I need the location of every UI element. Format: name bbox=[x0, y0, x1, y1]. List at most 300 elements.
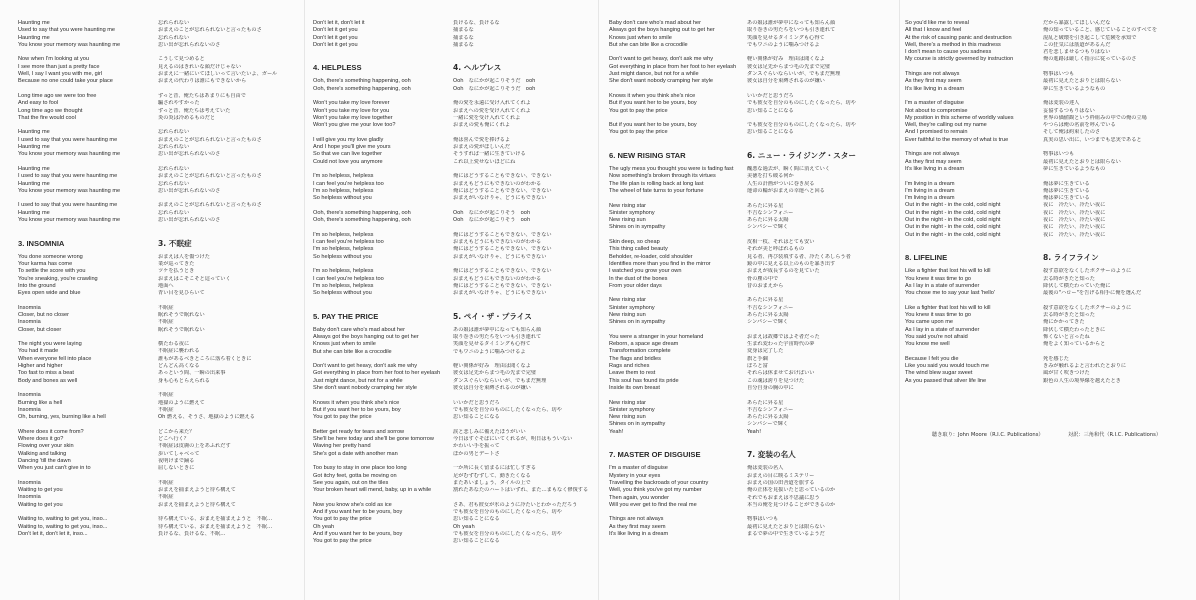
lyric-line: Things are not always bbox=[609, 516, 664, 523]
lyric-line: So you'd like me to reveal bbox=[905, 20, 969, 26]
lyric-line: あらたに昇る太陽 bbox=[747, 414, 789, 421]
stanza-gap bbox=[158, 195, 303, 202]
lyrics-english bbox=[313, 20, 445, 546]
song-title: 7. MASTER OF DISGUISE bbox=[609, 450, 701, 460]
lyric-line: またあいましょう、タイルの上で bbox=[453, 479, 531, 486]
lyric-line: おまえのことが忘れられないと言ったものさ bbox=[158, 202, 262, 209]
lyric-line: 死を感じた bbox=[1043, 355, 1069, 362]
lyric-line: Won't you give me your love too? bbox=[313, 122, 396, 129]
lyric-line: I'm so helpless, helpless bbox=[313, 231, 374, 238]
lyric-line: 俺にはどうすることもできない、できない bbox=[453, 282, 552, 289]
lyric-line: 待ち構えている、おまえを捕まえようと 不眠… bbox=[158, 516, 273, 523]
lyric-line: Long time ago we were too free bbox=[18, 92, 97, 99]
lyric-line: Oh yeah bbox=[453, 523, 475, 530]
song-title: 5. ペイ・ザ・プライス bbox=[453, 311, 532, 321]
stanza-gap bbox=[747, 115, 897, 122]
stanza-gap bbox=[453, 392, 595, 399]
lyrics-column-4 bbox=[905, 0, 1190, 600]
lyric-line: You know me well bbox=[905, 341, 950, 348]
lyric-line: Knows just when to smile bbox=[609, 34, 672, 41]
stanza-gap bbox=[313, 203, 445, 210]
lyric-line: 思い知ることになる bbox=[747, 107, 794, 114]
lyric-line: 俺の知っていること、感じていることのすべてを bbox=[1043, 27, 1158, 34]
lyric-line: おまえのことが忘れられないと言ったものさ bbox=[158, 136, 262, 143]
lyric-line: それが美と呼ばれるもの bbox=[747, 246, 805, 253]
lyric-line: Your broken heart will mend, baby, up in a while bbox=[313, 487, 432, 494]
lyric-line: You had it made bbox=[18, 348, 59, 355]
lyric-line: The flags and bridles bbox=[609, 355, 661, 362]
lyric-line: When everyone fell into place bbox=[18, 355, 92, 362]
lyric-line: I'm so helpless, helpless bbox=[313, 282, 374, 289]
stanza-gap bbox=[18, 473, 150, 480]
lyric-line: 負けるな、負けるな bbox=[453, 20, 500, 26]
lyric-line: 横たわる夜に bbox=[158, 341, 190, 348]
lyric-line: おまえがいなけりゃ、どうにもできない bbox=[453, 290, 547, 297]
lyric-line: 混乱と破壊を引き起こして危険を承知で bbox=[1043, 34, 1137, 41]
lyric-line: My course is strictly governed by instruction bbox=[905, 56, 1014, 63]
stanza-gap bbox=[609, 509, 743, 516]
lyric-line: 俺の愛を永遠に受け入れてくれよ bbox=[453, 100, 531, 107]
lyric-line: 彼女は自分を束縛されるのが嫌い bbox=[747, 78, 825, 85]
stanza-gap bbox=[1043, 297, 1190, 304]
lyric-line: Dancing 'till the dawn bbox=[18, 457, 71, 464]
lyric-line: Oh 燃える、そうさ、地獄のように燃える bbox=[158, 414, 255, 421]
lyric-line: 涙と悲しみに備えたほうがいい bbox=[453, 428, 526, 435]
stanza-gap bbox=[313, 166, 445, 173]
lyric-line: Insomnia bbox=[18, 392, 41, 399]
lyric-line: 騙されやすかった bbox=[158, 100, 200, 107]
lyric-line: 業が巡ってきた bbox=[158, 260, 195, 267]
lyric-line: And if you want her to be yours, boy bbox=[313, 531, 403, 537]
lyric-line: Because I felt you die bbox=[905, 355, 959, 362]
lyric-line: I'm a master of disguise bbox=[905, 100, 964, 107]
lyric-line: 妥協するつもりはない bbox=[1043, 107, 1095, 114]
lyric-line: 不眠症 bbox=[158, 319, 174, 326]
lyric-line: Waiting to, waiting to get you, inso... bbox=[18, 523, 108, 530]
lyric-line: Things are not always bbox=[905, 151, 960, 158]
stanza-gap bbox=[313, 49, 445, 56]
fold-line bbox=[899, 0, 900, 600]
lyric-line: Rags and riches bbox=[609, 363, 650, 370]
stanza-gap bbox=[158, 159, 303, 166]
lyric-line: I used to say that you were haunting me bbox=[18, 173, 118, 180]
lyric-line: Body and bones as well bbox=[18, 377, 78, 384]
lyric-line: Shines on in sympathy bbox=[609, 319, 666, 326]
song-title: 7. 変装の名人 bbox=[747, 450, 796, 460]
lyric-line: All that I know and feel bbox=[905, 27, 962, 34]
lyric-line: I don't mean to cause you sadness bbox=[905, 49, 992, 56]
lyric-line: As they first may seem bbox=[609, 523, 666, 530]
lyric-line: Well, they're calling out my name bbox=[905, 122, 987, 129]
lyric-line: So helpless without you bbox=[313, 195, 372, 202]
lyric-line: 笑顔を見せるタイミングも心得て bbox=[453, 341, 531, 348]
lyric-line: Like a fighter that lost his will to kill bbox=[905, 304, 991, 311]
lyric-line: So that we can live together bbox=[313, 151, 383, 158]
lyric-line: As you passed that silver life line bbox=[905, 377, 987, 384]
lyric-line: 俺は変装の達人 bbox=[1043, 100, 1080, 107]
lyric-line: おまえの代わりは誰にもできないから bbox=[158, 78, 247, 85]
lyric-line: 俺にはどうすることもできない、できない bbox=[453, 173, 552, 180]
stanza-gap bbox=[1043, 64, 1190, 71]
stanza-gap bbox=[609, 195, 743, 202]
lyric-line: Waving her pretty hand bbox=[313, 443, 371, 450]
stanza-gap bbox=[905, 348, 1039, 355]
lyric-line: But if you want her to be yours, boy bbox=[609, 100, 697, 107]
lyric-line: The wheel of fate turns to your fortune bbox=[609, 187, 704, 194]
stanza-gap bbox=[313, 93, 445, 100]
lyric-line: 俺をよく知っているからと bbox=[1043, 341, 1106, 348]
lyric-line: I'm living in a dream bbox=[905, 180, 955, 187]
lyric-line: You got to pay the price bbox=[313, 414, 372, 421]
lyric-line: The ugly mess you thought you were is fading fast bbox=[609, 166, 734, 173]
lyrics-column-3 bbox=[609, 0, 897, 600]
lyric-line: Yeah! bbox=[609, 428, 624, 435]
lyric-line: This thing called beauty bbox=[609, 246, 668, 253]
lyric-line: Out in the night - in the cold, cold night bbox=[905, 202, 1001, 209]
lyric-line: 世界の価値観という枠組みの中での俺の立場 bbox=[1043, 114, 1147, 121]
lyric-line: 怖くないと言ったね bbox=[1043, 333, 1090, 340]
lyric-line: Too fast to miss a beat bbox=[18, 370, 74, 377]
lyric-line: Haunting me bbox=[18, 165, 50, 172]
lyric-line: You came upon me bbox=[905, 319, 953, 326]
lyric-line: Identifies more than you find in the mirror bbox=[609, 260, 711, 267]
lyric-line: But she can bite like a crocodile bbox=[313, 348, 392, 355]
lyric-line: 忘れられない bbox=[158, 180, 190, 187]
lyric-line: 青い目を見ひらいて bbox=[158, 290, 205, 297]
stanza-gap bbox=[747, 49, 897, 56]
lyric-line: あらたに昇る太陽 bbox=[747, 311, 789, 318]
lyric-line: 昔のおまえから bbox=[747, 282, 784, 289]
lyric-line: 取り巻きの男たちをいつも引き連れて bbox=[747, 27, 836, 34]
lyric-line: ずっと昔、俺たちはあまりにも自由で bbox=[158, 92, 246, 99]
stanza-gap bbox=[747, 137, 897, 144]
lyric-line: This soul has found its pride bbox=[609, 377, 679, 384]
lyric-line: Inside its own breast bbox=[609, 384, 660, 391]
stanza-gap bbox=[453, 93, 595, 100]
lyric-line: 不吉なシンフォニー bbox=[747, 406, 794, 413]
lyric-line: Ooh, there's something happening, ooh bbox=[313, 217, 411, 224]
stanza-gap bbox=[609, 137, 743, 144]
stanza-gap bbox=[18, 224, 150, 231]
lyric-line: 俺にはどうすることもできない、できない bbox=[453, 246, 552, 253]
lyric-line: 思い知ることになる bbox=[453, 538, 500, 545]
stanza-gap bbox=[453, 224, 595, 231]
lyric-line: Don't want to get heavy, don't ask me why bbox=[609, 56, 714, 63]
lyric-line: でも彼女を自分のものにしたくなったら、坊や bbox=[453, 406, 562, 413]
stanza-gap bbox=[453, 261, 595, 268]
lyric-line: でも彼女を自分のものにしたくなったら、坊や bbox=[747, 122, 856, 129]
lyric-line: おまえはこそこそと這っていく bbox=[158, 275, 231, 282]
lyric-line: 真実の思い出に、いつまでも忠実であると bbox=[1043, 136, 1142, 143]
lyric-line: The life plan is rolling back at long last bbox=[609, 180, 704, 187]
lyric-line: ツケを払うとき bbox=[158, 268, 195, 275]
lyric-line: But she can bite like a crocodile bbox=[609, 41, 688, 48]
lyric-line: You know your memory was haunting me bbox=[18, 217, 121, 224]
lyric-line: おまえの愛がほしいんだ bbox=[453, 144, 511, 151]
lyric-line: あの娘は誰が夢中になっても知らん顔 bbox=[453, 326, 542, 333]
lyric-line: 生まれ変わった宇宙時代の夢 bbox=[747, 341, 815, 348]
lyric-line: Waiting to get you bbox=[18, 501, 63, 508]
lyric-line: 不眠症 bbox=[158, 406, 174, 413]
lyric-line: 運命の輪がおまえの幸運へと回る bbox=[747, 187, 825, 194]
song-title: 6. NEW RISING STAR bbox=[609, 151, 686, 161]
lyric-line: She don't want nobody cramping her style bbox=[609, 78, 713, 85]
lyric-line: Won't you take my love together bbox=[313, 114, 393, 121]
stanza-gap bbox=[453, 297, 595, 304]
lyric-line: I watched you grow your own bbox=[609, 268, 682, 275]
lyric-line: Ooh, there's something happening, ooh bbox=[313, 209, 411, 216]
lyric-line: 去る時がきたと知った bbox=[1043, 311, 1095, 318]
lyric-line: 俺は喜んで愛を捧げるよ bbox=[453, 136, 511, 143]
lyric-line: かわいい手を振って bbox=[453, 443, 500, 450]
lyric-line: あっという間、一瞬の出来事 bbox=[158, 370, 226, 377]
lyric-line: You were a stranger in your homeland bbox=[609, 333, 704, 340]
stanza-gap bbox=[453, 458, 595, 465]
stanza-gap bbox=[313, 495, 445, 502]
lyric-line: どんどん高くなる bbox=[158, 363, 200, 370]
lyric-line: おまえを捕まえようと待ち構えて bbox=[158, 487, 236, 494]
lyric-line: Haunting me bbox=[18, 209, 50, 216]
lyric-line: Don't let it get you bbox=[313, 27, 358, 34]
lyric-line: Now something's broken through its virtues bbox=[609, 173, 716, 180]
stanza-gap bbox=[453, 49, 595, 56]
lyric-line: 不吉なシンフォニー bbox=[747, 304, 794, 311]
lyric-line: Could not love you anymore bbox=[313, 158, 383, 165]
lyric-line: It's like living in a dream bbox=[609, 531, 669, 537]
lyrics-english bbox=[905, 20, 1039, 385]
lyric-line: シンパシーで輝く bbox=[747, 319, 789, 326]
lyric-line: 本当の俺を見つけることができるのか bbox=[747, 501, 836, 508]
stanza-gap bbox=[747, 436, 897, 443]
lyric-line: ずっと昔、俺たちは考えていた bbox=[158, 107, 231, 114]
stanza-gap bbox=[158, 49, 303, 56]
lyric-line: きみが触れるよと言われたとおりに bbox=[1043, 363, 1127, 370]
lyric-line: 忘れられない bbox=[158, 209, 190, 216]
lyric-line: But if you want her to be yours, boy bbox=[609, 122, 697, 129]
lyric-line: 軽い関係が好み 理由は聞くなよ bbox=[453, 363, 531, 370]
transcription-credit: 聴き取り：John Moore（R.I.C. Publications） bbox=[932, 432, 1044, 438]
lyric-line: おまえに一緒にいてほしいって言いたいよ、ガール bbox=[158, 71, 278, 78]
lyric-line: 美徳を打ち破る何か bbox=[747, 173, 794, 180]
lyric-line: Reborn, a space age dream bbox=[609, 341, 679, 348]
lyric-line: Now when I'm looking at you bbox=[18, 56, 90, 63]
lyric-line: それらは休ませておけばいい bbox=[747, 370, 815, 377]
lyric-line: 彼女は足先からまつ毛の先まで完璧 bbox=[747, 63, 831, 70]
lyric-line: 自分自身の胸の中に bbox=[747, 384, 794, 391]
lyric-line: I'm living in a dream bbox=[905, 195, 955, 202]
lyric-line: 一か所に長く留まるには忙しすぎる bbox=[453, 465, 537, 472]
lyric-line: Knows it when you think she's nice bbox=[609, 92, 696, 99]
stanza-gap bbox=[1043, 173, 1190, 180]
lyric-line: Ooh なにかが起こりそう ooh bbox=[453, 217, 531, 224]
lyric-line: Shines on in sympathy bbox=[609, 224, 666, 231]
lyric-line: Then again, you wonder bbox=[609, 494, 670, 501]
stanza-gap bbox=[609, 392, 743, 399]
lyric-line: 夢に生きているようなもの bbox=[1043, 165, 1106, 172]
stanza-gap bbox=[1043, 239, 1190, 246]
lyric-line: 最後の"ハロー"を告げる相手に俺を選んだ bbox=[1043, 290, 1142, 297]
lyric-line: Higher and higher bbox=[18, 363, 63, 370]
stanza-gap bbox=[747, 392, 897, 399]
song-title: 3. INSOMNIA bbox=[18, 238, 65, 248]
lyric-line: ダンスぐらいならいいが、でもまだ無理 bbox=[453, 377, 547, 384]
lyric-line: I used to say that you were haunting me bbox=[18, 202, 118, 209]
lyric-line: Sinister symphony bbox=[609, 209, 655, 216]
lyric-line: 軽い関係が好み 理由は聞くなよ bbox=[747, 56, 825, 63]
lyric-line: 俺は夢に生きている bbox=[1043, 195, 1090, 202]
lyric-line: Always got the boys hanging out to get her bbox=[313, 333, 419, 340]
lyric-line: Baby don't care who's mad about her bbox=[313, 326, 406, 333]
stanza-gap bbox=[158, 224, 303, 231]
lyric-line: Got itchy feet, gotta be moving on bbox=[313, 472, 397, 479]
lyric-line: Out in the night - in the cold, cold night bbox=[905, 224, 1001, 231]
stanza-gap bbox=[18, 509, 150, 516]
lyric-line: でも彼女を自分のものにしたくなったら、坊や bbox=[747, 100, 856, 107]
lyric-line: 負けるな、負けるな、不眠… bbox=[158, 530, 226, 537]
lyric-line: 誰もがあるべきところに落ち着くときに bbox=[158, 355, 252, 362]
lyric-line: 不眠症 bbox=[158, 479, 174, 486]
lyric-line: Transformation complete bbox=[609, 348, 671, 355]
lyric-line: 忘れられない bbox=[158, 34, 190, 41]
lyric-line: いいかだと思うだろ bbox=[747, 92, 794, 99]
stanza-gap bbox=[609, 232, 743, 239]
lyric-line: 俺は夢に生きている bbox=[1043, 187, 1090, 194]
lyric-line: New rising star bbox=[609, 297, 646, 304]
lyric-line: New rising sun bbox=[609, 311, 646, 318]
lyric-line: 旗と手綱 bbox=[747, 355, 768, 362]
fold-line bbox=[598, 0, 599, 600]
lyric-line: And if you want her to be yours, boy bbox=[313, 509, 403, 516]
lyric-line: 骨の塵の中で bbox=[747, 275, 779, 282]
lyric-line: 鏡の中に見える以上のものを暴き出す bbox=[747, 260, 836, 267]
lyric-line: 不眠症に襲われる bbox=[158, 348, 200, 355]
lyric-line: Closer, but closer bbox=[18, 326, 62, 333]
lyric-line: シンパシーで輝く bbox=[747, 421, 789, 428]
lyric-line: 忘れられない bbox=[158, 20, 190, 26]
lyric-line: でもワニのように噛みつけるよ bbox=[747, 41, 820, 48]
lyric-line: The wind blew sugar sweet bbox=[905, 370, 973, 377]
lyric-line: You know your memory was haunting me bbox=[18, 41, 121, 48]
lyric-line: 不眠症 bbox=[158, 494, 174, 501]
lyric-line: Sinister symphony bbox=[609, 304, 655, 311]
stanza-gap bbox=[905, 297, 1039, 304]
lyric-line: Ooh, there's something happening, ooh bbox=[313, 85, 411, 92]
lyric-line: I'm a master of disguise bbox=[609, 465, 668, 472]
lyric-line: 銀色の人生の境界線を越えたとき bbox=[1043, 377, 1121, 384]
lyric-line: 割れたあなたのハートはいずれ、また…まもなく修復する bbox=[453, 487, 589, 494]
lyric-line: 地獄のように燃えて bbox=[158, 399, 205, 406]
lyric-line: おまえの目に映るミステリー bbox=[747, 472, 815, 479]
lyric-line: Knows it when you think she's nice bbox=[313, 399, 400, 406]
lyric-line: ダンスぐらいならいいが、でもまだ無理 bbox=[747, 71, 841, 78]
lyric-line: Used to say that you were haunting me bbox=[18, 27, 116, 34]
lyric-line: Into the ground bbox=[18, 282, 56, 289]
stanza-gap bbox=[158, 421, 303, 428]
stanza-gap bbox=[313, 356, 445, 363]
lyric-line: Walking and talking bbox=[18, 450, 67, 457]
lyric-line: Ever faithful to the memory of what is true bbox=[905, 136, 1009, 143]
lyric-line: From your older days bbox=[609, 282, 662, 289]
lyric-line: Long time ago we thought bbox=[18, 107, 83, 114]
lyric-line: Just might dance, but not for a while bbox=[313, 377, 403, 384]
lyric-line: Travelling the backroads of your country bbox=[609, 479, 709, 486]
lyric-line: 屈しないときに bbox=[158, 465, 195, 472]
lyric-line: 今日はすぐそばにいてくれるが、明日はもういない bbox=[453, 436, 573, 443]
lyric-line: 忘れられない bbox=[158, 165, 190, 172]
lyric-line: おまえのことが忘れられないと言ったものさ bbox=[158, 27, 262, 34]
lyric-line: おまえの愛も俺にくれよ bbox=[453, 122, 511, 129]
stanza-gap bbox=[313, 224, 445, 231]
lyric-line: Haunting me bbox=[18, 180, 50, 187]
lyric-line: 風が甘く吹きつけた bbox=[1043, 370, 1090, 377]
stanza-gap bbox=[313, 261, 445, 268]
lyric-line: 見えるのはきれいな顔だけじゃない bbox=[158, 63, 242, 70]
lyric-line: You know your memory was haunting me bbox=[18, 151, 121, 158]
lyric-line: And I promised to remain bbox=[905, 129, 968, 136]
lyric-line: Closer, but no closer bbox=[18, 311, 69, 318]
lyric-line: 忘れられない bbox=[158, 144, 190, 151]
lyric-line: シンパシーで輝く bbox=[747, 224, 789, 231]
lyric-line: To settle the score with you bbox=[18, 268, 86, 275]
lyric-line: 夜に 冷たい、冷たい夜に bbox=[1043, 209, 1106, 216]
lyric-line: おまえは人を傷つけた bbox=[158, 253, 210, 260]
lyric-line: Sinister symphony bbox=[609, 406, 655, 413]
lyric-line: In the dust of the bones bbox=[609, 275, 668, 282]
stanza-gap bbox=[747, 86, 897, 93]
stanza-gap bbox=[313, 297, 445, 304]
lyric-line: 思い出が忘れられないのさ bbox=[158, 187, 221, 194]
lyric-line: おまえがいなけりゃ、どうにもできない bbox=[453, 195, 547, 202]
stanza-gap bbox=[313, 422, 445, 429]
lyric-line: 殺す意欲をなくしたボクサーのように bbox=[1043, 304, 1132, 311]
lyric-line: Waiting to, waiting to get you, inso... bbox=[18, 516, 108, 523]
stanza-gap bbox=[905, 93, 1039, 100]
lyric-line: 忘れられない bbox=[158, 129, 190, 136]
lyric-line: 捕まるな bbox=[453, 41, 474, 48]
lyric-line: 人生の計画がついに巻き戻る bbox=[747, 180, 815, 187]
lyric-line: 彼女は足先からまつ毛の先まで完璧 bbox=[453, 370, 537, 377]
lyric-line: あらたに昇る太陽 bbox=[747, 217, 789, 224]
lyric-line: 物事はいつも bbox=[747, 516, 779, 523]
lyric-line: She'll be here today and she'll be gone tomorrow bbox=[313, 436, 434, 443]
lyric-line: 足がむずむずして、動きたくなる bbox=[453, 472, 531, 479]
lyric-line: 最初に見えたとおりとは限らない bbox=[1043, 78, 1121, 85]
lyric-line: 夜に 冷たい、冷たい夜に bbox=[1043, 202, 1106, 209]
lyric-line: You said you're not afraid bbox=[905, 333, 968, 340]
lyric-line: 俺の正体を見抜いたと思っているのか bbox=[747, 487, 836, 494]
lyric-line: どこから来た？ bbox=[158, 428, 195, 435]
lyric-line: あらたに昇る星 bbox=[747, 399, 784, 406]
lyric-line: Shines on in sympathy bbox=[609, 421, 666, 428]
lyric-line: Ooh なにかが起こりそうだ ooh bbox=[453, 78, 536, 85]
lyric-line: Ooh, there's something happening, ooh bbox=[313, 78, 411, 85]
lyric-line: You got to pay the price bbox=[313, 538, 372, 545]
lyric-line: Not about to compromise bbox=[905, 107, 968, 114]
lyric-line: It's like living in a dream bbox=[905, 85, 965, 92]
lyric-line: 彼女は自分を束縛されるのが嫌い bbox=[453, 385, 531, 392]
lyric-line: おまえがいなけりゃ、どうにもできない bbox=[453, 253, 547, 260]
lyric-line: 最初に見えたとおりとは限らない bbox=[747, 523, 825, 530]
lyric-line: おまえもどうにもできないのがわかる bbox=[453, 239, 542, 246]
lyric-line: あらたに昇る星 bbox=[747, 202, 784, 209]
lyric-line: Won't you take my love for you bbox=[313, 107, 390, 114]
lyric-line: It's like living in a dream bbox=[905, 165, 965, 172]
lyric-line: Where does it come from? bbox=[18, 428, 84, 435]
lyric-line: When you just can't give in to bbox=[18, 465, 91, 472]
lyric-line: Don't let it, don't let it, inso... bbox=[18, 530, 88, 537]
lyric-line: As they first may seem bbox=[905, 78, 962, 85]
lyric-line: Insomnia bbox=[18, 479, 41, 486]
